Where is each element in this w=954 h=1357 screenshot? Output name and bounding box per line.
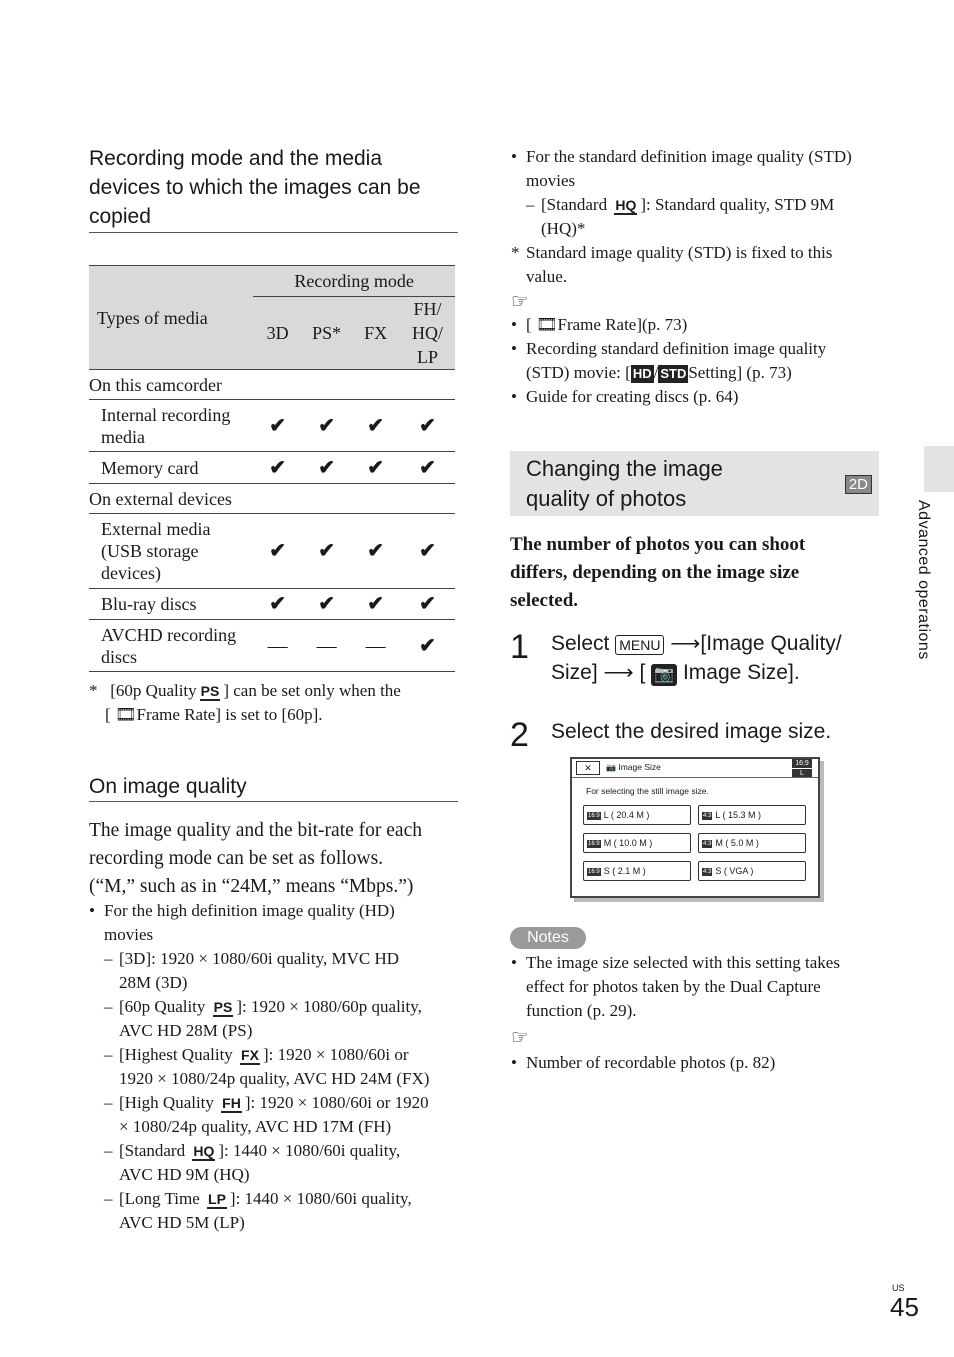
camera-icon: 📷 xyxy=(651,664,677,686)
check-icon: ✔ xyxy=(367,456,384,479)
heading-rule xyxy=(89,232,458,233)
intro-paragraph: The image quality and the bit-rate for each recording mode can be set as follows. (“M,” such as in “24M,” means “Mbps.”) xyxy=(89,820,422,897)
arrow-right-icon: ⟶ xyxy=(603,661,634,684)
step-2-text: Select the desired image size. xyxy=(551,720,832,743)
chapter-label: Advanced operations xyxy=(915,500,932,660)
list-item: • Recording standard definition image quality (STD) movie: [ HD / STD Setting] (p. 73) xyxy=(511,339,827,382)
lead-paragraph: The number of photos you can shoot differs, depending on the image size selected. xyxy=(510,534,806,611)
table-footnote: * [60p Quality PS ] can be set only when the [ 🎞Frame Rate] is set to [60p]. xyxy=(89,681,401,724)
mode-ps: PS* xyxy=(312,323,342,343)
size-option-button[interactable]: 4:3 M ( 5.0 M ) xyxy=(698,833,806,853)
image-size-screen xyxy=(570,757,820,898)
page-region: US xyxy=(892,1283,905,1293)
section-banner xyxy=(510,451,879,516)
size-option-button[interactable]: 16:9 L ( 20.4 M ) xyxy=(583,805,691,825)
hd-setting-icon: HD xyxy=(632,366,652,381)
table-row: External media (USB storage devices) ✔ ✔ ✔ ✔ xyxy=(89,514,455,589)
check-icon: ✔ xyxy=(419,634,436,657)
reference-hand-icon: ☞ xyxy=(511,1025,529,1049)
dash-mark: — xyxy=(365,634,386,657)
table-row: Internal recording media ✔ ✔ ✔ ✔ xyxy=(89,400,455,452)
step-number: 2 xyxy=(510,716,529,754)
hd-quality-list: • For the high definition image quality (HD) movies – [3D]: 1920 × 1080/60i quality, MVC HD 28M (3D) – [60p Quality PS ]: 1920 × 1080/60p quality, AVC HD 28M (PS) – [Highest Quality FX ]: 1920 × 1080/60i or 1920 × 1080/24p quality, AVC HD 24M (FX) – [High Quality FH ]: 1920 × 1080/60i or 1920 × 1080/24p quality, AVC HD 17M (FH) – [Standard HQ ]: 1440 × 1080/60i quality, AVC HD 9M (HQ) – [Long Time LP ]: 1440 × 1080/60i quality, AVC HD 5M (LP) xyxy=(89,899,461,1235)
list-item: – [Long Time LP ]: 1440 × 1080/60i quality, AVC HD 5M (LP) xyxy=(104,1189,412,1232)
check-icon: ✔ xyxy=(318,540,335,562)
2d-badge: 2D xyxy=(845,475,872,494)
check-icon: ✔ xyxy=(419,456,436,479)
mode-3d: 3D xyxy=(266,323,289,343)
notes-list xyxy=(511,951,886,1075)
list-item: – [60p Quality PS ]: 1920 × 1080/60p quality, AVC HD 28M (PS) xyxy=(104,997,422,1040)
menu-button-icon: MENU xyxy=(615,635,664,655)
section-heading-copy: Recording mode and the media devices to which the images can be copied xyxy=(89,147,421,228)
check-icon: ✔ xyxy=(269,414,287,437)
table-row: Blu-ray discs ✔ ✔ ✔ ✔ xyxy=(89,589,455,620)
check-icon: ✔ xyxy=(318,414,335,437)
screen-hint: For selecting the still image size. xyxy=(586,786,709,796)
std-setting-icon: STD xyxy=(660,366,687,381)
check-icon: ✔ xyxy=(269,593,287,615)
table-row: Memory card ✔ ✔ ✔ ✔ xyxy=(89,452,455,484)
page-number: 45 xyxy=(890,1292,919,1322)
side-tab xyxy=(924,446,954,492)
banner-title: Changing the image quality of photos xyxy=(526,456,723,511)
check-icon: ✔ xyxy=(367,414,384,437)
list-item: – [Standard HQ ]: 1440 × 1080/60i quality, AVC HD 9M (HQ) xyxy=(104,1141,401,1184)
list-item: – [High Quality FH ]: 1920 × 1080/60i or 1920 × 1080/24p quality, AVC HD 17M (FH) xyxy=(104,1093,429,1136)
film-frame-icon: 🎞 xyxy=(535,315,558,334)
table-row: AVCHD recording discs — — — ✔ xyxy=(89,620,455,672)
heading-rule xyxy=(89,801,458,802)
list-item: • Guide for creating discs (p. 64) xyxy=(511,387,739,406)
ps-badge: PS xyxy=(200,683,220,699)
check-icon: ✔ xyxy=(419,414,436,437)
notes-label: Notes xyxy=(510,927,586,949)
dash-mark: — xyxy=(316,634,337,657)
size-option-button[interactable]: 4:3 L ( 15.3 M ) xyxy=(698,805,806,825)
section-external-devices: On external devices xyxy=(89,488,232,509)
check-icon: ✔ xyxy=(269,456,287,479)
reference-hand-icon: ☞ xyxy=(511,289,529,313)
std-quality-list: • For the standard definition image quality (STD) movies – [Standard HQ ]: Standard quality, STD 9M (HQ)* * Standard image quality (STD) is fixed to this value. ☞ • [ 🎞Frame Rate](p. 73) • Recording standard definition image quality (STD) movie: [ HD / STD Setting] (p. 73) • Guide for creating discs (p. 64) xyxy=(511,145,886,409)
list-item: – [Highest Quality FX ]: 1920 × 1080/60i or 1920 × 1080/24p quality, AVC HD 24M (FX) xyxy=(104,1045,430,1088)
check-icon: ✔ xyxy=(367,540,384,562)
section-on-camcorder: On this camcorder xyxy=(89,374,222,395)
size-option-button[interactable]: 16:9 S ( 2.1 M ) xyxy=(583,861,691,881)
recording-mode-header: Recording mode xyxy=(253,266,455,297)
screen-title: 📷 Image Size xyxy=(606,762,661,772)
film-frame-icon: 🎞 xyxy=(114,705,137,724)
media-table xyxy=(89,265,455,672)
close-button[interactable]: ✕ xyxy=(576,761,600,775)
check-icon: ✔ xyxy=(269,540,287,562)
on-image-quality-heading: On image quality xyxy=(89,775,247,798)
list-item: – [Standard HQ ]: Standard quality, STD 9M (HQ)* xyxy=(526,195,835,238)
list-item: • The image size selected with this setting takes effect for photos taken by the Dual Capture function (p. 29). xyxy=(511,953,840,1020)
list-item: • [ 🎞Frame Rate](p. 73) xyxy=(511,315,688,334)
step-number: 1 xyxy=(510,628,529,666)
check-icon: ✔ xyxy=(318,456,335,479)
mode-fh-hq-lp: FH/ HQ/ LP xyxy=(412,299,443,367)
size-indicator: 16:9 L xyxy=(792,759,812,778)
arrow-right-icon: ⟶ xyxy=(670,632,701,655)
dash-mark: — xyxy=(267,634,288,657)
types-of-media-header: Types of media xyxy=(97,307,208,328)
mode-fx: FX xyxy=(364,323,388,343)
step-1-text: Select MENU ⟶[Image Quality/ Size] ⟶ [ 📷 Image Size]. xyxy=(551,632,842,684)
size-option-button[interactable]: 4:3 S ( VGA ) xyxy=(698,861,806,881)
camera-icon: 📷 xyxy=(606,763,616,772)
check-icon: ✔ xyxy=(367,593,384,615)
list-item: – [3D]: 1920 × 1080/60i quality, MVC HD 28M (3D) xyxy=(104,949,400,992)
check-icon: ✔ xyxy=(419,593,436,615)
check-icon: ✔ xyxy=(318,593,335,615)
size-option-button[interactable]: 16:9 M ( 10.0 M ) xyxy=(583,833,691,853)
check-icon: ✔ xyxy=(419,540,436,562)
list-item: • Number of recordable photos (p. 82) xyxy=(511,1053,776,1072)
